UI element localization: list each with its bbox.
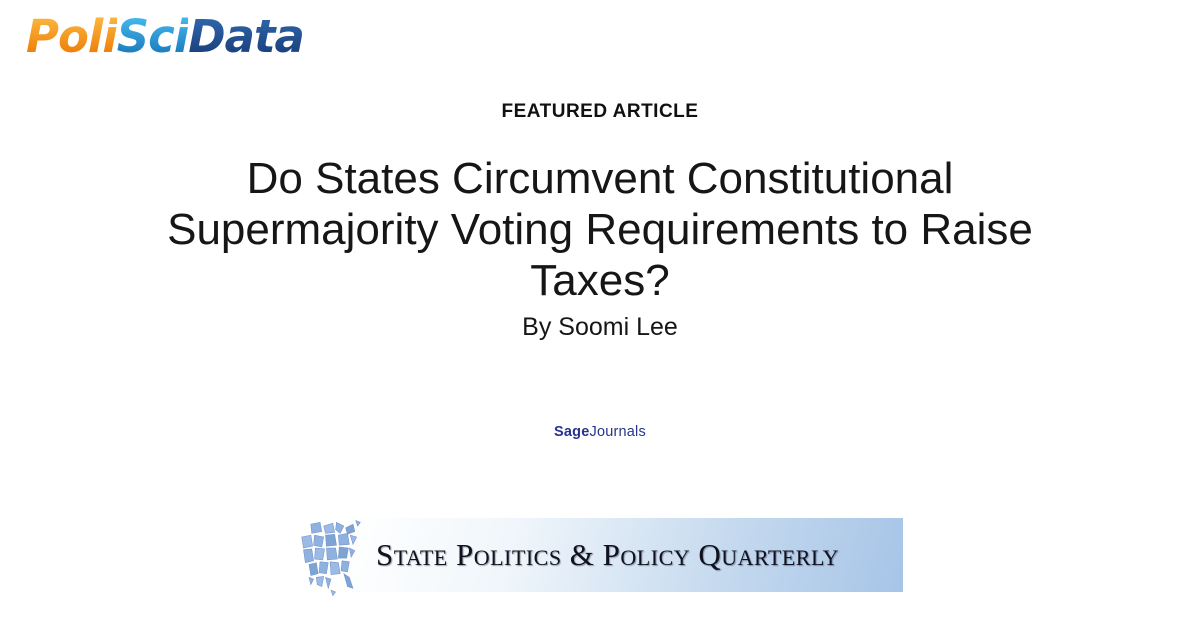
sage-wordmark-bold: Sage [554,424,590,440]
logo-segment-sci: Sci [116,10,189,63]
us-map-fragments-icon [298,517,364,601]
journal-title: State Politics & Policy Quarterly [376,537,840,572]
featured-article-kicker: FEATURED ARTICLE [501,101,699,122]
journal-banner[interactable] [300,518,903,592]
article-title: Do States Circumvent Constitutional Supermajority Voting Requirements to Raise Taxes? [167,154,1033,305]
article-byline: By Soomi Lee [522,313,678,341]
sage-wordmark-regular: Journals [589,424,646,440]
logo-segment-poli: Poli [26,10,117,63]
article-block [120,153,1080,342]
polisci-data-logo[interactable] [26,10,304,63]
logo-segment-data: Data [188,10,304,63]
sage-journals-logo[interactable] [0,424,1200,440]
